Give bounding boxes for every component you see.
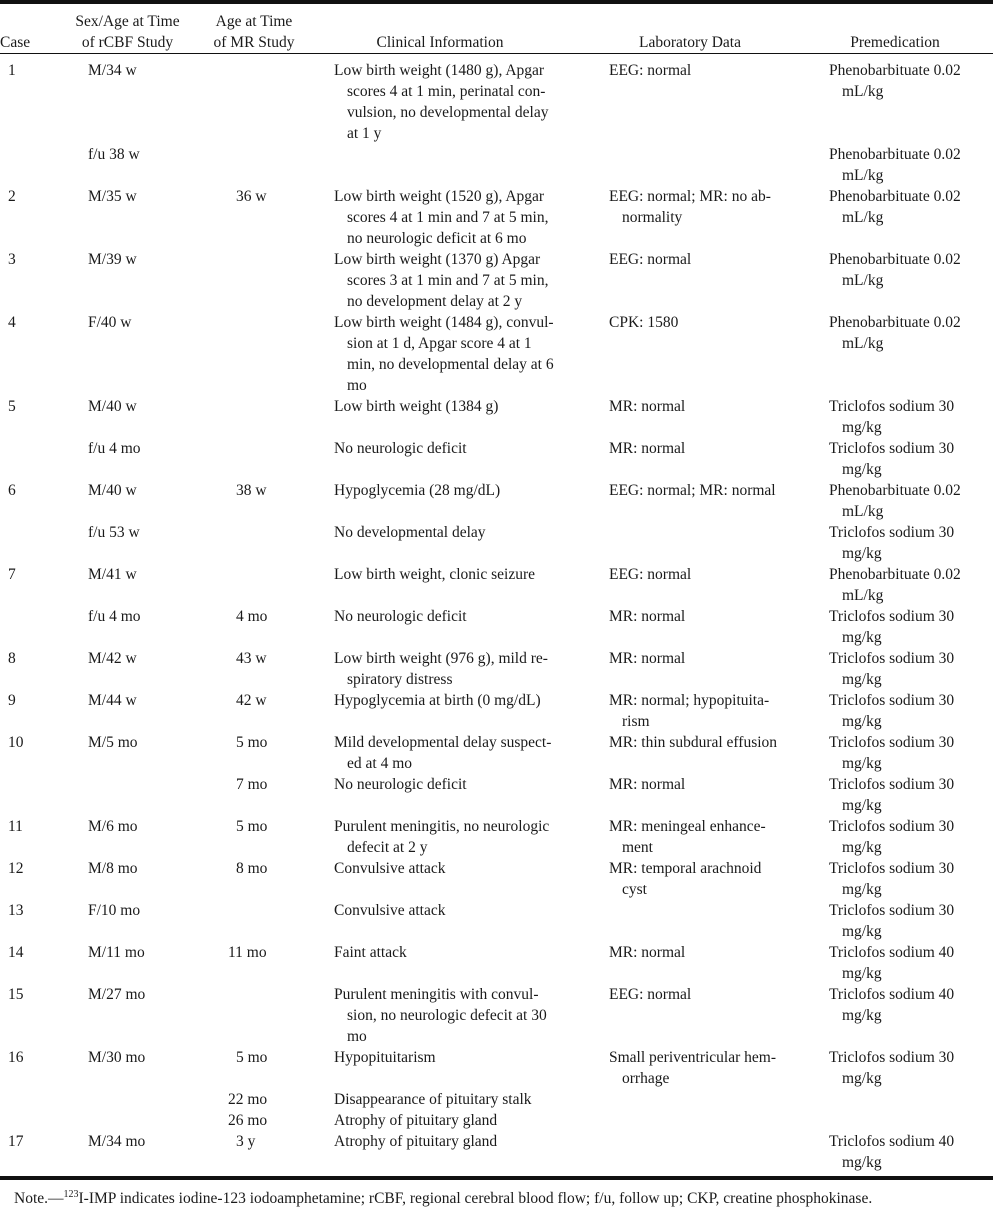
lab-cell-line: EEG: normal — [609, 62, 692, 79]
lab-cell-line: MR: normal — [609, 440, 686, 457]
table-row — [0, 1089, 993, 1110]
mr-age-cell: 26 mo — [228, 1112, 268, 1129]
lab-cell — [609, 186, 804, 228]
sex-age-cell: f/u 38 w — [88, 146, 140, 163]
clinical-cell — [334, 186, 584, 249]
case-cell: 2 — [8, 188, 16, 205]
premed-cell-line: mg/kg — [842, 713, 882, 730]
lab-cell-line: ment — [622, 839, 653, 856]
header-clinical: Clinical Information — [376, 34, 504, 51]
clinical-cell — [334, 564, 584, 585]
lab-cell — [609, 249, 804, 270]
clinical-cell-line: Low birth weight (1484 g), convul- — [334, 314, 554, 331]
premed-cell — [829, 816, 989, 858]
lab-cell — [609, 858, 804, 900]
clinical-cell-line: Low birth weight (1370 g) Apgar — [334, 251, 541, 268]
premed-cell — [829, 522, 989, 564]
mr-age-cell: 5 mo — [236, 734, 268, 751]
sex-age-cell: M/8 mo — [88, 860, 138, 877]
lab-cell — [609, 606, 804, 627]
lab-cell-line: CPK: 1580 — [609, 314, 679, 331]
premed-cell-line: Triclofos sodium 30 — [829, 818, 955, 835]
clinical-cell-line: vulsion, no developmental delay — [347, 104, 549, 121]
premed-cell-line: Phenobarbituate 0.02 — [829, 314, 961, 331]
lab-cell-line: EEG: normal — [609, 566, 692, 583]
case-cell: 13 — [8, 902, 24, 919]
clinical-cell-line: mo — [347, 377, 367, 394]
clinical-cell-line: Low birth weight (1384 g) — [334, 398, 499, 415]
mr-age-cell: 8 mo — [236, 860, 268, 877]
header-premed: Premedication — [850, 34, 940, 51]
premed-cell-line: mL/kg — [842, 209, 884, 226]
clinical-cell — [334, 249, 584, 312]
clinical-cell — [334, 648, 584, 690]
lab-cell-line: MR: normal — [609, 608, 686, 625]
header-sex-age — [60, 11, 195, 53]
premed-cell — [829, 732, 989, 774]
lab-cell-line: Small periventricular hem- — [609, 1049, 776, 1066]
premed-cell-line: mg/kg — [842, 965, 882, 982]
premed-cell-line: Phenobarbituate 0.02 — [829, 188, 961, 205]
table-row — [0, 606, 993, 648]
sex-age-cell: M/42 w — [88, 650, 137, 667]
premed-cell-line: Triclofos sodium 40 — [829, 986, 955, 1003]
clinical-cell-line: Purulent meningitis with convul- — [334, 986, 539, 1003]
clinical-cell — [334, 690, 584, 711]
clinical-cell-line: Atrophy of pituitary gland — [334, 1112, 498, 1129]
premed-cell — [829, 774, 989, 816]
clinical-cell-line: min, no developmental delay at 6 — [347, 356, 554, 373]
premed-cell-line: mL/kg — [842, 335, 884, 352]
premed-cell-line: Triclofos sodium 30 — [829, 860, 955, 877]
case-cell: 12 — [8, 860, 24, 877]
premed-cell-line: mg/kg — [842, 1007, 882, 1024]
clinical-cell-line: Atrophy of pituitary gland — [334, 1133, 498, 1150]
table-row — [0, 480, 993, 522]
clinical-cell-line: No neurologic deficit — [334, 608, 467, 625]
mr-age-cell: 38 w — [236, 482, 267, 499]
case-cell: 7 — [8, 566, 16, 583]
case-cell: 17 — [8, 1133, 24, 1150]
clinical-cell — [334, 774, 584, 795]
premed-cell-line: Triclofos sodium 30 — [829, 776, 955, 793]
lab-cell — [609, 648, 804, 669]
table-body — [0, 60, 993, 1173]
lab-cell-line: MR: normal; hypopituita- — [609, 692, 770, 709]
premed-cell — [829, 858, 989, 900]
clinical-cell — [334, 60, 584, 144]
clinical-cell-line: Low birth weight (976 g), mild re- — [334, 650, 548, 667]
sex-age-cell: M/39 w — [88, 251, 137, 268]
clinical-cell — [334, 858, 584, 879]
clinical-cell-line: Faint attack — [334, 944, 407, 961]
clinical-cell-line: Convulsive attack — [334, 902, 446, 919]
premed-cell-line: mg/kg — [842, 797, 882, 814]
premed-cell-line: mg/kg — [842, 419, 882, 436]
lab-cell — [609, 438, 804, 459]
clinical-cell-line: sion at 1 d, Apgar score 4 at 1 — [347, 335, 532, 352]
note-text: I-IMP indicates iodine-123 iodoamphetamine; rCBF, regional cerebral blood flow; f/u, follow up; CKP, creatine phosphokinase. — [78, 1190, 873, 1207]
premed-cell — [829, 606, 989, 648]
premed-cell — [829, 249, 989, 291]
sex-age-cell: F/40 w — [88, 314, 132, 331]
clinical-cell-line: no neurologic deficit at 6 mo — [347, 230, 527, 247]
table-row — [0, 249, 993, 312]
clinical-cell-line: Mild developmental delay suspect- — [334, 734, 552, 751]
sex-age-cell: M/40 w — [88, 398, 137, 415]
table-row — [0, 732, 993, 774]
table-row — [0, 1047, 993, 1089]
case-cell: 11 — [8, 818, 23, 835]
premed-cell — [829, 1047, 989, 1089]
clinical-cell-line: at 1 y — [347, 125, 382, 142]
table-row — [0, 186, 993, 249]
clinical-cell — [334, 480, 584, 501]
clinical-cell — [334, 606, 584, 627]
premed-cell-line: Phenobarbituate 0.02 — [829, 251, 961, 268]
lab-cell-line: MR: normal — [609, 398, 686, 415]
clinical-cell-line: Low birth weight (1480 g), Apgar — [334, 62, 545, 79]
lab-cell-line: EEG: normal — [609, 986, 692, 1003]
premed-cell-line: Triclofos sodium 30 — [829, 1049, 955, 1066]
mr-age-cell: 22 mo — [228, 1091, 268, 1108]
premed-cell — [829, 396, 989, 438]
clinical-cell-line: ed at 4 mo — [347, 755, 412, 772]
premed-cell — [829, 438, 989, 480]
premed-cell-line: mL/kg — [842, 587, 884, 604]
premed-cell-line: mg/kg — [842, 839, 882, 856]
premed-cell-line: Phenobarbituate 0.02 — [829, 566, 961, 583]
sex-age-cell: M/6 mo — [88, 818, 138, 835]
premed-cell-line: Triclofos sodium 30 — [829, 734, 955, 751]
sex-age-cell: M/27 mo — [88, 986, 146, 1003]
clinical-cell — [334, 1047, 584, 1068]
premed-cell-line: Triclofos sodium 30 — [829, 692, 955, 709]
clinical-cell-line: Low birth weight (1520 g), Apgar — [334, 188, 545, 205]
premed-cell-line: Triclofos sodium 30 — [829, 398, 955, 415]
premed-cell — [829, 1131, 989, 1173]
premed-cell-line: Triclofos sodium 30 — [829, 650, 955, 667]
premed-cell-line: mg/kg — [842, 545, 882, 562]
lab-cell-line: MR: normal — [609, 776, 686, 793]
note-prefix: Note.— — [14, 1190, 64, 1207]
table-top-rule — [0, 0, 993, 4]
lab-cell — [609, 312, 804, 333]
lab-cell-line: MR: meningeal enhance- — [609, 818, 766, 835]
sex-age-cell: M/11 mo — [88, 944, 145, 961]
lab-cell-line: MR: thin subdural effusion — [609, 734, 778, 751]
table-row — [0, 522, 993, 564]
table-row — [0, 312, 993, 396]
sex-age-cell: M/34 mo — [88, 1133, 146, 1150]
mr-age-cell: 43 w — [236, 650, 267, 667]
table-row — [0, 984, 993, 1047]
premed-cell — [829, 480, 989, 522]
table-row — [0, 438, 993, 480]
clinical-cell — [334, 816, 584, 858]
premed-cell-line: mL/kg — [842, 503, 884, 520]
lab-cell-line: EEG: normal; MR: no ab- — [609, 188, 771, 205]
premed-cell-line: mg/kg — [842, 881, 882, 898]
clinical-cell — [334, 1110, 584, 1131]
clinical-cell-line: sion, no neurologic defecit at 30 — [347, 1007, 547, 1024]
clinical-cell-line: scores 4 at 1 min, perinatal con- — [347, 83, 546, 100]
premed-cell-line: Phenobarbituate 0.02 — [829, 62, 961, 79]
case-cell: 15 — [8, 986, 24, 1003]
lab-cell-line: EEG: normal; MR: normal — [609, 482, 776, 499]
lab-cell-line: MR: temporal arachnoid — [609, 860, 762, 877]
clinical-cell — [334, 438, 584, 459]
table-row — [0, 774, 993, 816]
premed-cell-line: mL/kg — [842, 167, 884, 184]
premed-cell — [829, 312, 989, 354]
clinical-cell — [334, 900, 584, 921]
clinical-cell-line: scores 3 at 1 min and 7 at 5 min, — [347, 272, 549, 289]
clinical-cell — [334, 1131, 584, 1152]
lab-cell — [609, 690, 804, 732]
table-row — [0, 858, 993, 900]
lab-cell — [609, 942, 804, 963]
sex-age-cell: f/u 4 mo — [88, 608, 141, 625]
clinical-cell — [334, 396, 584, 417]
lab-cell — [609, 396, 804, 417]
premed-cell — [829, 648, 989, 690]
premed-cell-line: mL/kg — [842, 83, 884, 100]
case-cell: 1 — [8, 62, 16, 79]
premed-cell — [829, 186, 989, 228]
clinical-cell-line: Disappearance of pituitary stalk — [334, 1091, 532, 1108]
sex-age-cell: M/5 mo — [88, 734, 138, 751]
table-row — [0, 1110, 993, 1131]
premed-cell-line: Phenobarbituate 0.02 — [829, 482, 961, 499]
sex-age-cell: M/40 w — [88, 482, 137, 499]
header-sex-age-line2: of rCBF Study — [81, 34, 174, 51]
table-row — [0, 690, 993, 732]
mr-age-cell: 11 mo — [228, 944, 267, 961]
clinical-cell-line: Hypopituitarism — [334, 1049, 436, 1066]
mr-age-cell: 5 mo — [236, 818, 268, 835]
mr-age-cell: 4 mo — [236, 608, 268, 625]
case-cell: 16 — [8, 1049, 24, 1066]
premed-cell-line: Triclofos sodium 40 — [829, 1133, 955, 1150]
table-row — [0, 564, 993, 606]
premed-cell — [829, 690, 989, 732]
header-sex-age-line1: Sex/Age at Time — [75, 13, 180, 30]
sex-age-cell: F/10 mo — [88, 902, 141, 919]
premed-cell-line: mg/kg — [842, 1070, 882, 1087]
clinical-cell — [334, 522, 584, 543]
lab-cell — [609, 480, 804, 501]
lab-cell-line: MR: normal — [609, 650, 686, 667]
case-cell: 3 — [8, 251, 16, 268]
premed-cell — [829, 144, 989, 186]
clinical-cell-line: Convulsive attack — [334, 860, 446, 877]
clinical-cell-line: Hypoglycemia (28 mg/dL) — [334, 482, 501, 499]
lab-cell-line: cyst — [622, 881, 647, 898]
mr-age-cell: 42 w — [236, 692, 267, 709]
header-lab: Laboratory Data — [639, 34, 741, 51]
lab-cell-line: EEG: normal — [609, 251, 692, 268]
clinical-cell-line: No neurologic deficit — [334, 440, 467, 457]
lab-cell-line: MR: normal — [609, 944, 686, 961]
table-row — [0, 900, 993, 942]
premed-cell-line: Triclofos sodium 40 — [829, 944, 955, 961]
premed-cell-line: Triclofos sodium 30 — [829, 608, 955, 625]
sex-age-cell: M/30 mo — [88, 1049, 146, 1066]
premed-cell-line: Triclofos sodium 30 — [829, 902, 955, 919]
sex-age-cell: f/u 53 w — [88, 524, 140, 541]
table-row — [0, 816, 993, 858]
table-note — [14, 1184, 872, 1209]
lab-cell — [609, 1047, 804, 1089]
clinical-cell-line: Hypoglycemia at birth (0 mg/dL) — [334, 692, 541, 709]
clinical-cell-line: no development delay at 2 y — [347, 293, 523, 310]
clinical-cell — [334, 984, 584, 1047]
header-mr-age-line1: Age at Time — [215, 13, 293, 30]
premed-cell — [829, 60, 989, 102]
clinical-cell-line: scores 4 at 1 min and 7 at 5 min, — [347, 209, 549, 226]
premed-cell-line: mg/kg — [842, 923, 882, 940]
case-cell: 4 — [8, 314, 16, 331]
header-mr-age — [198, 11, 310, 53]
sex-age-cell: M/44 w — [88, 692, 137, 709]
case-cell: 6 — [8, 482, 16, 499]
premed-cell-line: mg/kg — [842, 1154, 882, 1171]
lab-cell — [609, 564, 804, 585]
premed-cell-line: Triclofos sodium 30 — [829, 524, 955, 541]
mr-age-cell: 7 mo — [236, 776, 268, 793]
table-row — [0, 1131, 993, 1173]
clinical-cell-line: Low birth weight, clonic seizure — [334, 566, 536, 583]
premed-cell-line: Triclofos sodium 30 — [829, 440, 955, 457]
premed-cell-line: Phenobarbituate 0.02 — [829, 146, 961, 163]
clinical-cell-line: mo — [347, 1028, 367, 1045]
table-row — [0, 60, 993, 144]
lab-cell — [609, 984, 804, 1005]
premed-cell-line: mg/kg — [842, 461, 882, 478]
sex-age-cell: M/34 w — [88, 62, 137, 79]
case-cell: 14 — [8, 944, 24, 961]
sex-age-cell: M/41 w — [88, 566, 137, 583]
table-row — [0, 942, 993, 984]
lab-cell-line: orrhage — [622, 1070, 670, 1087]
clinical-cell — [334, 1089, 584, 1110]
clinical-cell-line: No developmental delay — [334, 524, 486, 541]
case-cell: 5 — [8, 398, 16, 415]
header-case: Case — [0, 34, 31, 51]
mr-age-cell: 5 mo — [236, 1049, 268, 1066]
clinical-cell — [334, 732, 584, 774]
clinical-cell — [334, 312, 584, 396]
table-row — [0, 648, 993, 690]
lab-cell-line: rism — [622, 713, 650, 730]
header-mr-age-line2: of MR Study — [213, 34, 295, 51]
premed-cell — [829, 942, 989, 984]
clinical-cell-line: defecit at 2 y — [347, 839, 428, 856]
clinical-cell-line: spiratory distress — [347, 671, 453, 688]
sex-age-cell: f/u 4 mo — [88, 440, 141, 457]
clinical-cell — [334, 942, 584, 963]
case-cell: 9 — [8, 692, 16, 709]
lab-cell-line: normality — [622, 209, 683, 226]
sex-age-cell: M/35 w — [88, 188, 137, 205]
lab-cell — [609, 774, 804, 795]
case-cell: 8 — [8, 650, 16, 667]
header-rule — [0, 53, 993, 54]
lab-cell — [609, 816, 804, 858]
mr-age-cell: 36 w — [236, 188, 267, 205]
table-row — [0, 396, 993, 438]
clinical-cell-line: Purulent meningitis, no neurologic — [334, 818, 550, 835]
note-superscript: 123 — [63, 1189, 79, 1200]
table-bottom-rule — [0, 1176, 993, 1180]
clinical-cell-line: No neurologic deficit — [334, 776, 467, 793]
premed-cell — [829, 564, 989, 606]
case-cell: 10 — [8, 734, 24, 751]
lab-cell — [609, 60, 804, 81]
premed-cell — [829, 984, 989, 1026]
premed-cell-line: mg/kg — [842, 629, 882, 646]
table-row — [0, 144, 993, 186]
premed-cell-line: mL/kg — [842, 272, 884, 289]
premed-cell-line: mg/kg — [842, 755, 882, 772]
mr-age-cell: 3 y — [236, 1133, 256, 1150]
lab-cell — [609, 732, 804, 753]
premed-cell-line: mg/kg — [842, 671, 882, 688]
premed-cell — [829, 900, 989, 942]
